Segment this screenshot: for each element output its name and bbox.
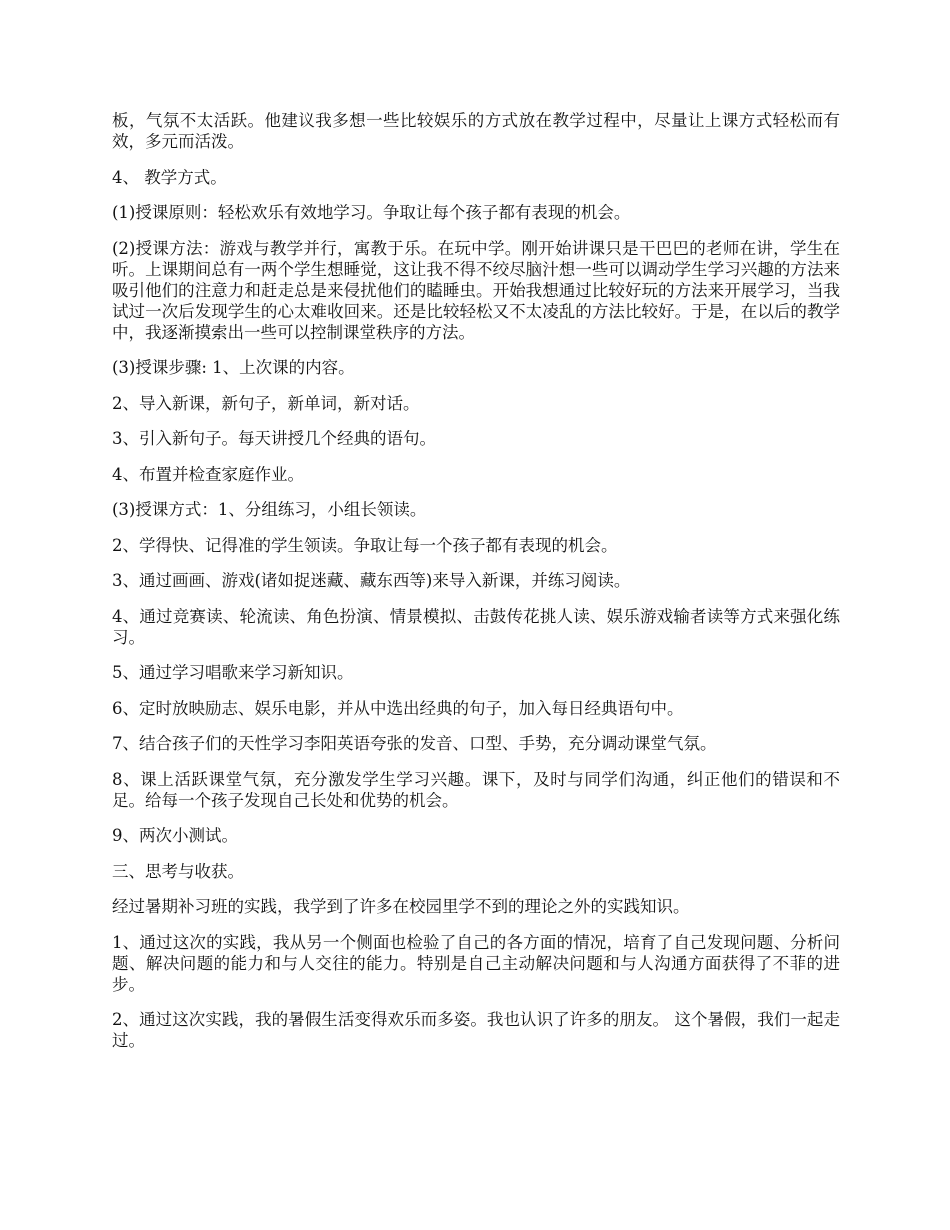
paragraph-mode-9: 9、两次小测试。 (112, 826, 238, 845)
paragraph-mode-1: (3)授课方式：1、分组练习，小组长领读。 (112, 500, 427, 519)
paragraph-steps-3: 3、引入新句子。每天讲授几个经典的语句。 (112, 429, 436, 448)
heading-teaching-method: 4、 教学方式。 (112, 167, 227, 187)
paragraph-reflection-2: 2、通过这次实践，我的暑假生活变得欢乐而多姿。我也认识了许多的朋友。 这个暑假，我们一起走过。 (112, 1010, 840, 1050)
paragraph-teaching-principle: (1)授课原则：轻松欢乐有效地学习。争取让每个孩子都有表现的机会。 (112, 203, 631, 222)
paragraph-mode-2: 2、学得快、记得准的学生领读。争取让每一个孩子都有表现的机会。 (112, 535, 618, 555)
paragraph-reflection-1: 1、通过这次的实践，我从另一个侧面也检验了自己的各方面的情况，培育了自己发现问题、分析问题、解决问题的能力和与人交往的能力。特别是自己主动解决问题和与人沟通方面获得了不菲的进步。 (112, 932, 840, 994)
document-page (112, 110, 840, 1066)
section-heading-reflection: 三、思考与收获。 (112, 861, 244, 881)
paragraph-mode-3: 3、通过画画、游戏(诸如捉迷藏、藏东西等)来导入新课，并练习阅读。 (112, 571, 631, 590)
paragraph-mode-4: 4、通过竞赛读、轮流读、角色扮演、情景模拟、击鼓传花挑人读、娱乐游戏输者读等方式来强化练习。 (112, 606, 840, 647)
paragraph-steps-2: 2、导入新课，新句子，新单词，新对话。 (112, 393, 420, 413)
paragraph-mode-5: 5、通过学习唱歌来学习新知识。 (112, 663, 354, 682)
paragraph-steps-1: (3)授课步骤: 1、上次课的内容。 (112, 358, 355, 377)
paragraph-steps-4: 4、布置并检查家庭作业。 (112, 464, 304, 484)
paragraph-mode-8: 8、课上活跃课堂气氛，充分激发学生学习兴趣。课下，及时与同学们沟通，纠正他们的错误和不足。给每一个孩子发现自己长处和优势的机会。 (112, 769, 840, 810)
paragraph-mode-7: 7、结合孩子们的天性学习李阳英语夸张的发音、口型、手势，充分调动课堂气氛。 (112, 734, 717, 753)
paragraph-teaching-approach: (2)授课方法：游戏与教学并行，寓教于乐。在玩中学。刚开始讲课只是干巴巴的老师在讲，学生在听。上课期间总有一两个学生想睡觉，这让我不得不绞尽脑汁想一些可以调动学生学习兴趣的方法来吸引他们的注意力和赶走总是来侵扰他们的瞌睡虫。开始我想通过比较好玩的方法来开展学习，当我试过一次后发现学生的心太难收回来。还是比较轻松又不太凌乱的方法比较好。于是，在以后的教学中，我逐渐摸索出一些可以控制课堂秩序的方法。 (112, 238, 840, 342)
paragraph-reflection-intro: 经过暑期补习班的实践，我学到了许多在校园里学不到的理论之外的实践知识。 (112, 897, 690, 916)
paragraph-mode-6: 6、定时放映励志、娱乐电影，并从中选出经典的句子，加入每日经典语句中。 (112, 698, 684, 718)
paragraph-intro-continuation: 板，气氛不太活跃。他建议我多想一些比较娱乐的方式放在教学过程中，尽量让上课方式轻松而有效，多元而活泼。 (112, 111, 840, 151)
